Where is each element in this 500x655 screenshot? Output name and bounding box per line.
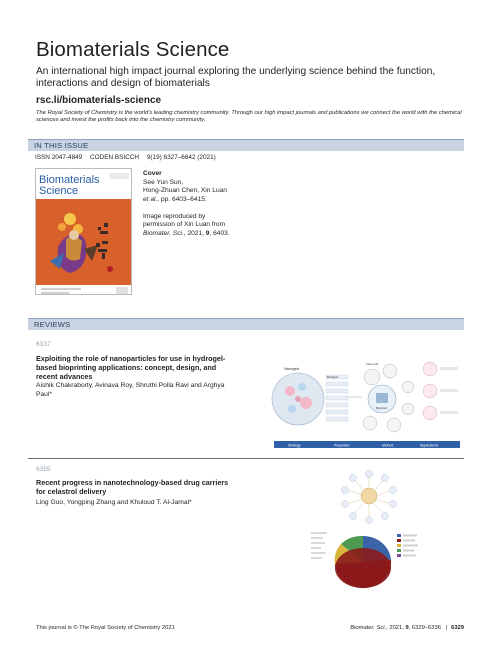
cover-credit-year: , 2021, <box>183 229 206 237</box>
cover-image[interactable] <box>35 168 132 295</box>
cover-pages: , pp. 6403–6415. <box>157 195 207 203</box>
toc1-axis-method: Method <box>382 443 394 448</box>
toc1-axis-applications: Applications <box>420 443 439 448</box>
cover-authors <box>143 179 258 204</box>
volume-pages: 9(19) 6327–6642 (2021) <box>146 154 216 161</box>
cover-credit-page: , 6403. <box>209 229 230 237</box>
cover-author-line1: See Yun Sun, <box>143 179 184 186</box>
article-1-toc-figure[interactable] <box>270 357 464 449</box>
issn-line <box>35 154 222 161</box>
footer-journal: Biomater. Sci. <box>350 625 387 631</box>
journal-title: Biomaterials Science <box>36 38 230 61</box>
in-this-issue-bar <box>28 139 464 151</box>
in-this-issue-label: IN THIS ISSUE <box>34 141 89 150</box>
reviews-label: REVIEWS <box>34 320 71 329</box>
toc1-label-biological: Biological <box>327 376 339 379</box>
reviews-bar <box>28 318 464 330</box>
cover-author-line3 <box>143 196 258 204</box>
footer-volume: 9 <box>405 625 409 631</box>
cover-journal-title: Biomaterials <box>39 174 100 186</box>
toc1-axis-properties: Properties <box>334 443 350 448</box>
article-1-page: 6337 <box>36 341 51 348</box>
rsc-blurb: The Royal Society of Chemistry is the world's leading chemistry community. Through our high impact journals and publications we connect the world with the chemical sciences and invest the profits back into the chemistry community. <box>36 110 462 124</box>
cover-heading: Cover <box>143 170 162 177</box>
toc1-label-cell: Cell-to-cell <box>366 363 379 366</box>
journal-url[interactable]: rsc.li/biomaterials-science <box>36 95 162 106</box>
cover-credit-journal: Biomater. Sci. <box>143 229 184 237</box>
toc1-label-nanogels: Nanogels <box>284 367 300 371</box>
cover-author-line2: Hong-Zhuan Chen, Xin Luan <box>143 187 227 195</box>
article-2-page: 6355 <box>36 466 51 473</box>
article-2-toc-figure[interactable] <box>305 466 423 594</box>
article-1-authors: Aishik Chakraborty, Avinava Roy, Shruthi Polla Ravi and Arghya Paul* <box>36 382 225 398</box>
journal-tagline: An international high impact journal exploring the underlying science behind the function, interactions and design of biomaterials <box>36 66 436 89</box>
cover-credit <box>143 213 261 238</box>
article-2-title[interactable]: Recent progress in nanotechnology-based drug carriers for celastrol delivery <box>36 478 229 497</box>
article-divider <box>28 458 464 459</box>
footer-year: , 2021, <box>386 625 406 631</box>
footer-separator: | <box>445 625 448 631</box>
cover-journal-title-2: Science <box>39 185 79 197</box>
toc1-axis-strategy: Strategy <box>288 443 301 448</box>
cover-credit-line1: Image reproduced by <box>143 213 206 220</box>
footer-page-number: 6329 <box>451 625 464 631</box>
footer-right <box>350 625 464 631</box>
footer-pages: , 6329–6336 <box>408 625 441 631</box>
cover-credit-line2: permission of Xin Luan from <box>143 221 226 229</box>
coden: CODEN BSICCH <box>90 154 140 161</box>
article-1-title[interactable]: Exploiting the role of nanoparticles for use in hydrogel-based bioprinting applications: concept, design, and recent advances <box>36 354 226 382</box>
toc1-label-bioprinter: Bioprinter <box>376 407 388 410</box>
article-2-authors: Ling Guo, Yongping Zhang and Khuloud T. Al-Jamal* <box>36 499 192 506</box>
cover-et-al: et al. <box>143 195 158 203</box>
cover-credit-line3 <box>143 230 261 238</box>
issn: ISSN 2047-4849 <box>35 154 83 161</box>
cover-credit-vol: 9 <box>205 229 210 237</box>
footer-left: This journal is © The Royal Society of Chemistry 2021 <box>36 625 175 631</box>
